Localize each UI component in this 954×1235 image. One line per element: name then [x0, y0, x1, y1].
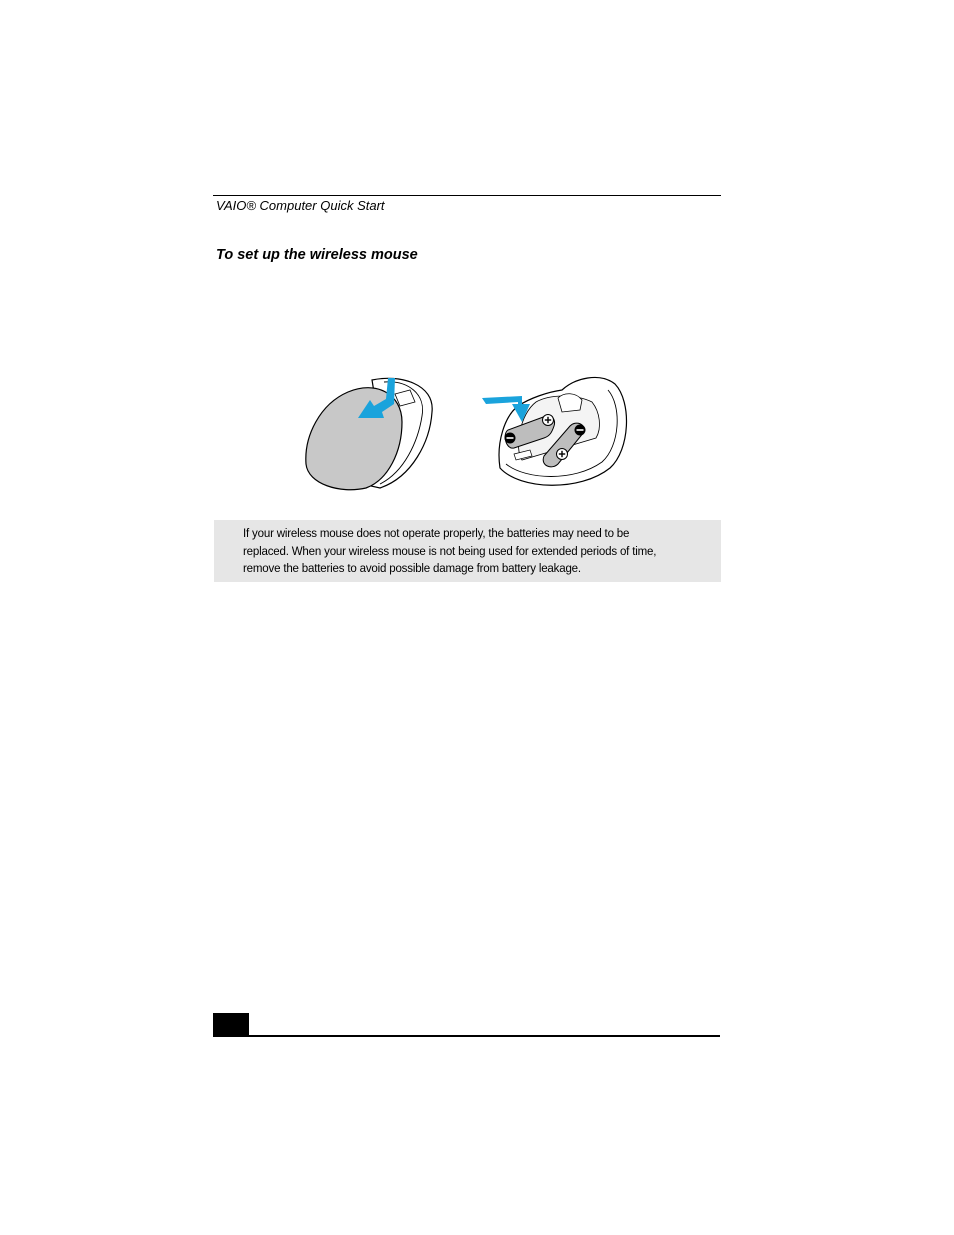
note-box	[214, 520, 721, 582]
mouse-battery-compartment	[482, 377, 626, 485]
note-text: If your wireless mouse does not operate properly, the batteries may need to be replaced. When your wireless mouse is not being used for extended periods of time, remove the batteries to avoid possible damage from battery leakage.	[243, 526, 657, 575]
section-title: To set up the wireless mouse	[216, 247, 418, 263]
mouse-battery-illustration	[300, 372, 640, 496]
page-number-tab	[213, 1013, 249, 1037]
running-header: VAIO® Computer Quick Start	[216, 198, 385, 213]
footer-rule	[213, 1035, 720, 1037]
header-rule	[213, 195, 721, 196]
mouse-with-cover	[306, 378, 432, 490]
